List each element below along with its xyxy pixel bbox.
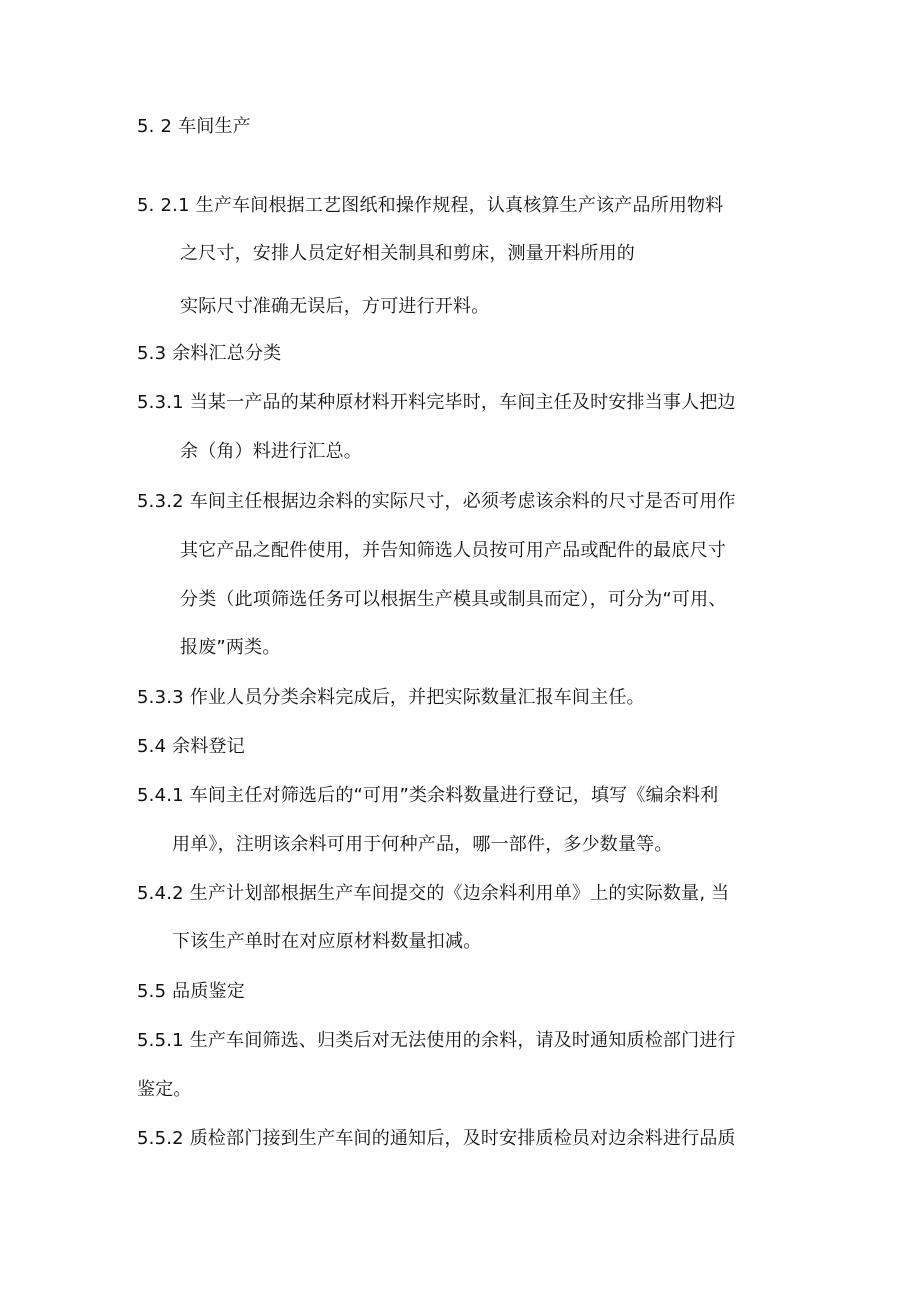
section-heading-5-5: 5.5 品质鉴定 bbox=[137, 981, 245, 1002]
paragraph-5-2-1-cont-1: 之尺寸，安排人员定好相关制具和剪床，测量开料所用的 bbox=[180, 243, 635, 264]
paragraph-5-4-2: 5.4.2 生产计划部根据生产车间提交的《边余料利用单》上的实际数量, 当 bbox=[137, 883, 730, 904]
paragraph-5-3-1-cont: 余（角）料进行汇总。 bbox=[180, 441, 362, 462]
paragraph-5-3-1: 5.3.1 当某一产品的某种原材料开料完毕时，车间主任及时安排当事人把边 bbox=[137, 392, 736, 413]
paragraph-5-5-1-cont: 鉴定。 bbox=[137, 1079, 192, 1100]
paragraph-5-2-1: 5. 2.1 生产车间根据工艺图纸和操作规程，认真核算生产该产品所用物料 bbox=[137, 195, 724, 216]
section-heading-5-2: 5. 2 车间生产 bbox=[137, 116, 251, 137]
section-heading-5-3: 5.3 余料汇总分类 bbox=[137, 343, 282, 364]
paragraph-5-3-2-cont-2: 分类（此项筛选任务可以根据生产模具或制具而定），可分为“可用、 bbox=[180, 589, 727, 610]
paragraph-5-3-2: 5.3.2 车间主任根据边余料的实际尺寸，必须考虑该余料的尺寸是否可用作 bbox=[137, 491, 736, 512]
paragraph-5-4-1: 5.4.1 车间主任对筛选后的“可用”类余料数量进行登记，填写《编余料利 bbox=[137, 785, 719, 806]
paragraph-5-3-2-cont-3: 报废”两类。 bbox=[180, 637, 281, 658]
paragraph-5-3-3: 5.3.3 作业人员分类余料完成后，并把实际数量汇报车间主任。 bbox=[137, 687, 645, 708]
paragraph-5-3-2-cont-1: 其它产品之配件使用，并告知筛选人员按可用产品或配件的最底尺寸 bbox=[180, 540, 726, 561]
paragraph-5-2-1-cont-2: 实际尺寸准确无误后，方可进行开料。 bbox=[180, 296, 490, 317]
paragraph-5-4-1-cont: 用单》，注明该余料可用于何种产品，哪一部件，多少数量等。 bbox=[172, 834, 673, 855]
paragraph-5-4-2-cont: 下该生产单时在对应原材料数量扣减。 bbox=[172, 931, 482, 952]
section-heading-5-4: 5.4 余料登记 bbox=[137, 736, 245, 757]
paragraph-5-5-1: 5.5.1 生产车间筛选、归类后对无法使用的余料，请及时通知质检部门进行 bbox=[137, 1030, 736, 1051]
paragraph-5-5-2: 5.5.2 质检部门接到生产车间的通知后，及时安排质检员对边余料进行品质 bbox=[137, 1128, 736, 1149]
